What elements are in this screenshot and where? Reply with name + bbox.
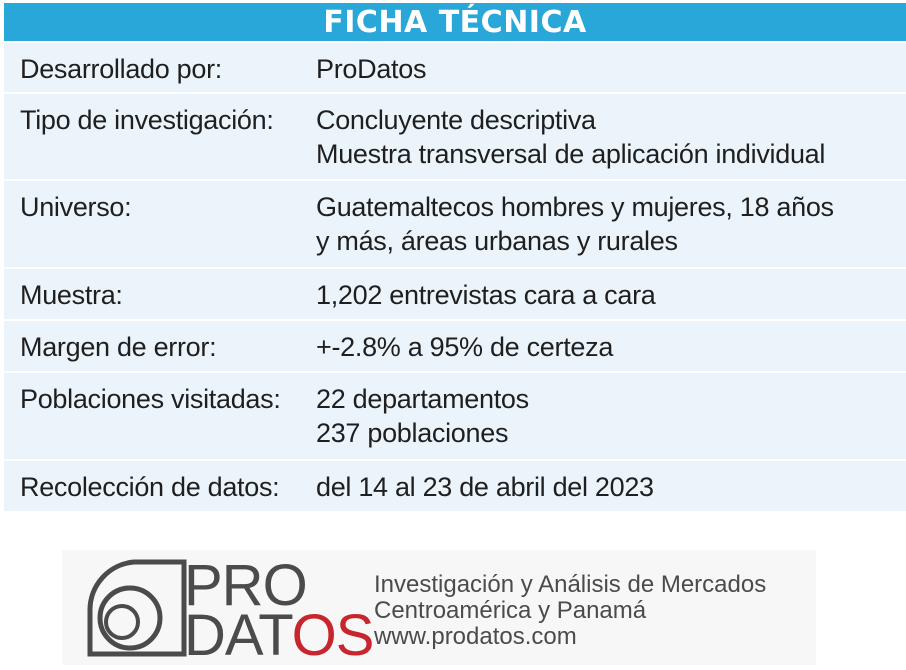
tagline-line: Investigación y Análisis de Mercados (374, 571, 767, 598)
row-label: Tipo de investigación: (20, 105, 274, 135)
row-value (316, 382, 529, 450)
row-value-line: 237 poblaciones (316, 418, 509, 448)
row-value (316, 278, 656, 312)
row-label: Margen de error: (20, 332, 217, 362)
table-row (4, 181, 906, 269)
row-value-line: ProDatos (316, 54, 427, 84)
table-row (4, 321, 906, 373)
row-label: Muestra: (20, 280, 123, 310)
table-row (4, 461, 906, 513)
prodatos-logo (62, 550, 816, 668)
row-label: Poblaciones visitadas: (20, 384, 281, 414)
table-row (4, 373, 906, 461)
row-value (316, 52, 426, 86)
row-value (316, 103, 825, 171)
row-value-line: Concluyente descriptiva (316, 105, 596, 135)
row-value (316, 190, 834, 258)
wordmark-dat: DAT (184, 603, 292, 668)
prodatos-mark-icon (80, 558, 190, 658)
ficha-tecnica-table (4, 43, 906, 513)
wordmark-pro: PRO (184, 553, 307, 618)
row-value (316, 330, 613, 364)
wordmark-datos (184, 602, 373, 669)
wordmark-os: OS (291, 603, 374, 668)
ficha-tecnica-header (4, 3, 906, 41)
row-value-line: y más, áreas urbanas y rurales (316, 226, 678, 256)
row-value-line: Muestra transversal de aplicación individual (316, 139, 826, 169)
table-row (4, 43, 906, 94)
row-value-line: 22 departamentos (316, 384, 529, 414)
table-row (4, 94, 906, 181)
tagline-url: www.prodatos.com (374, 623, 577, 650)
header-title: FICHA TÉCNICA (323, 4, 587, 40)
row-value-line: +-2.8% a 95% de certeza (316, 332, 614, 362)
row-value-line: 1,202 entrevistas cara a cara (316, 280, 656, 310)
table-row (4, 269, 906, 321)
row-value-line: del 14 al 23 de abril del 2023 (316, 472, 654, 502)
logo-tagline (374, 572, 766, 650)
row-label: Universo: (20, 192, 132, 222)
row-value-line: Guatemaltecos hombres y mujeres, 18 años (316, 192, 834, 222)
row-value (316, 470, 654, 504)
row-label: Recolección de datos: (20, 472, 280, 502)
tagline-line: Centroamérica y Panamá (374, 597, 647, 624)
row-label: Desarrollado por: (20, 54, 223, 84)
